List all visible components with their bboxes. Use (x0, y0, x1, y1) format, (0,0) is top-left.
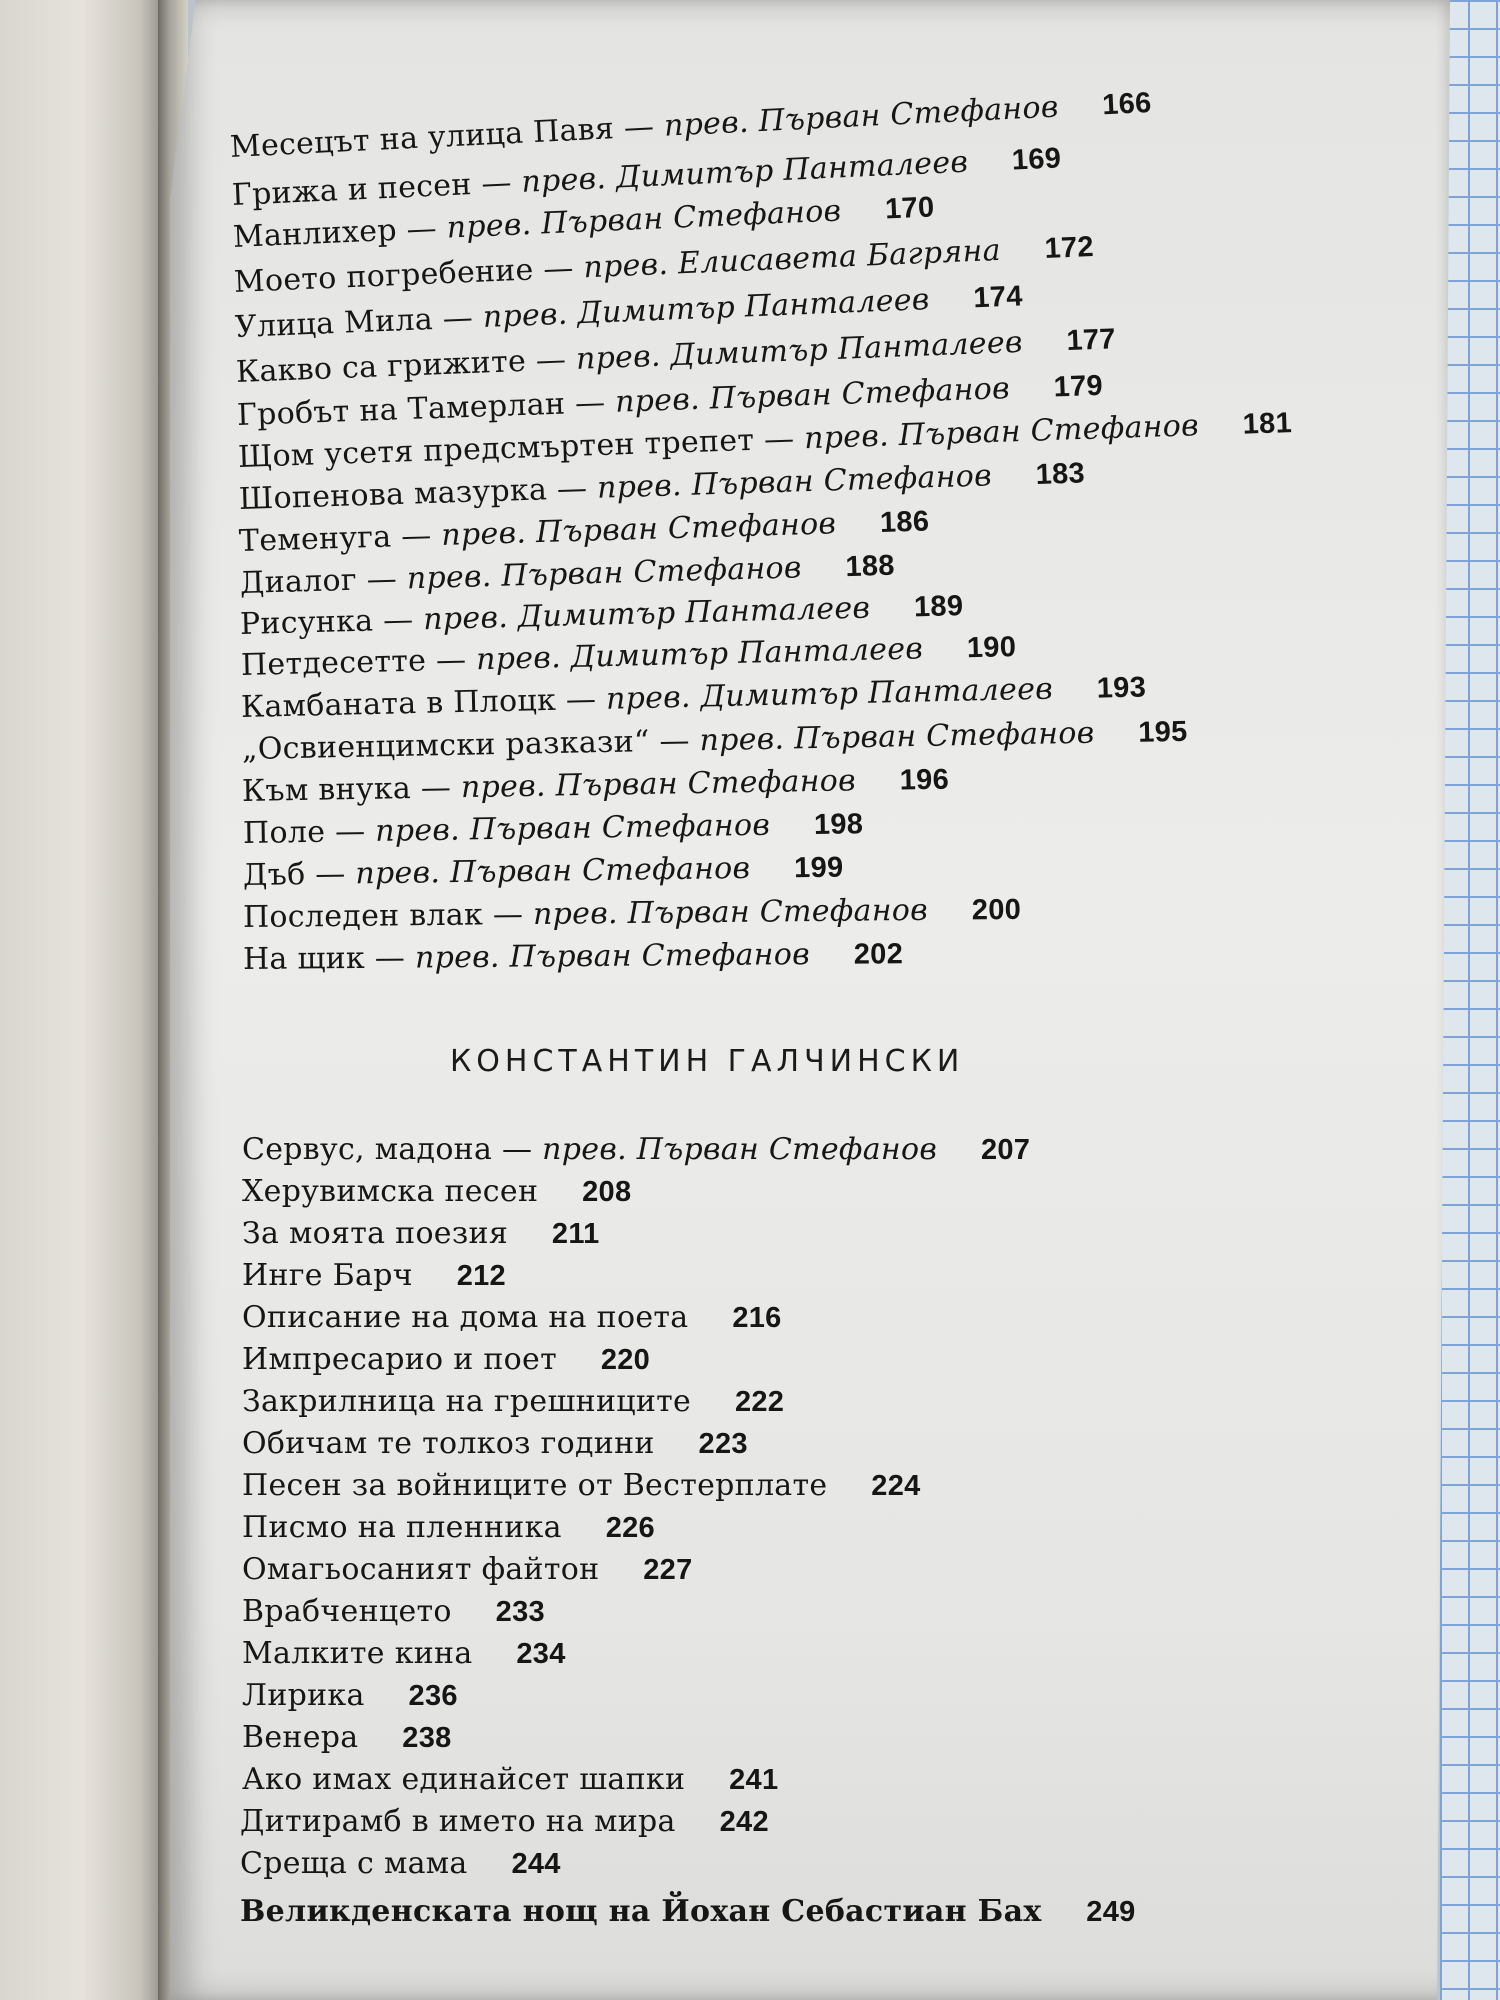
entry-page: 200 (971, 893, 1022, 927)
entry-page: 220 (600, 1344, 651, 1376)
entry-title: Щом усетя предсмъртен трепет — (237, 421, 795, 475)
toc-entry (242, 1174, 631, 1209)
entry-page: 207 (980, 1134, 1031, 1166)
entry-translator: прев. Първан Стефанов (414, 937, 811, 976)
entry-title: Моето погребение — (233, 250, 575, 300)
entry-title: Последен влак — (242, 897, 524, 935)
toc-entry (242, 1426, 748, 1461)
section-heading: КОНСТАНТИН ГАЛЧИНСКИ (450, 1044, 965, 1079)
toc-entry (240, 1846, 561, 1881)
entry-translator: прев. Първан Стефанов (803, 408, 1200, 457)
entry-title: Грижа и песен — (231, 165, 513, 213)
entry-page: 177 (1065, 323, 1117, 358)
toc-entry (243, 806, 864, 851)
entry-page: 193 (1096, 671, 1147, 705)
entry-translator: прев. Първан Стефанов (532, 892, 929, 932)
entry-page: 216 (732, 1302, 782, 1334)
entry-title: Среща с мама (240, 1846, 468, 1881)
entry-title: Врабченцето (242, 1594, 452, 1629)
entry-page: 169 (1011, 142, 1062, 177)
entry-title: Какво са грижите — (235, 342, 567, 390)
entry-title: Към внука — (241, 770, 452, 809)
entry-title: Лирика (242, 1678, 365, 1713)
entry-page: 224 (871, 1470, 921, 1502)
entry-page: 227 (643, 1554, 693, 1586)
toc-entry (242, 1762, 778, 1797)
entry-page: 198 (813, 808, 864, 842)
entry-title: Писмо на пленника (242, 1510, 562, 1545)
entry-translator: прев. Димитър Панталеев (475, 631, 924, 678)
entry-page: 189 (913, 590, 964, 624)
entry-page: 188 (845, 549, 896, 584)
entry-title: Месецът на улица Павя — (229, 109, 656, 165)
entry-page: 233 (495, 1596, 545, 1628)
entry-title: Импресарио и поет (242, 1342, 557, 1377)
entry-page: 172 (1043, 230, 1095, 266)
toc-entry (242, 1720, 452, 1755)
entry-page: 234 (516, 1638, 566, 1670)
entry-page: 183 (1035, 457, 1086, 491)
entry-title: Инге Барч (242, 1258, 413, 1293)
entry-title: Малките кина (242, 1636, 473, 1671)
toc-entry (242, 1384, 784, 1419)
entry-page: 211 (551, 1218, 600, 1250)
entry-translator: прев. Първан Стефанов (374, 807, 771, 849)
toc-entry (242, 1342, 650, 1377)
entry-translator: прев. Димитър Панталеев (605, 671, 1054, 717)
entry-title: Теменуга — (238, 518, 433, 559)
toc-entry (242, 1300, 782, 1335)
toc-entry (240, 1894, 1136, 1929)
entry-translator: прев. Първан Стефанов (445, 193, 843, 246)
entry-title: Песен за войниците от Вестерплате (242, 1468, 828, 1503)
entry-title: Поле — (242, 814, 366, 851)
entry-page: 199 (793, 851, 844, 885)
entry-title: Венера (242, 1720, 359, 1755)
entry-title: Обичам те толкоз години (242, 1426, 655, 1461)
entry-page: 195 (1137, 715, 1188, 749)
entry-page: 208 (582, 1176, 632, 1208)
entry-translator: прев. Елисавета Багряна (582, 232, 1002, 286)
entry-translator: прев. Димитър Панталеев (482, 282, 931, 336)
entry-translator: прев. Първан Стефанов (542, 1132, 938, 1167)
entry-page: 196 (899, 763, 950, 797)
entry-translator: прев. Първан Стефанов (406, 550, 803, 597)
entry-title: Петдесетте — (240, 642, 467, 683)
entry-title: На щик — (242, 940, 406, 977)
entry-page: 190 (966, 631, 1017, 665)
entry-page: 181 (1242, 407, 1293, 441)
entry-page: 236 (408, 1680, 458, 1712)
entry-title: „Освиенцимски разкази“ — (241, 723, 691, 767)
entry-translator: прев. Първан Стефанов (614, 371, 1011, 420)
entry-page: 249 (1086, 1896, 1136, 1928)
entry-title: Диалог — (239, 561, 398, 601)
entry-title: Шопенова мазурка — (238, 471, 588, 517)
entry-title: Великденската нощ на Йохан Себастиан Бах (240, 1894, 1042, 1929)
entry-title: Омагьосаният файтон (242, 1552, 600, 1587)
entry-title: Дъб — (242, 856, 346, 893)
entry-title: Сервус, мадона — (242, 1132, 533, 1167)
entry-title: Рисунка — (239, 602, 414, 642)
entry-translator: прев. Първан Стефанов (440, 506, 837, 553)
entry-page: 174 (972, 280, 1024, 315)
entry-page: 179 (1053, 369, 1104, 404)
entry-title: Херувимска песен (242, 1174, 539, 1209)
entry-translator: прев. Димитър Панталеев (575, 324, 1024, 377)
entry-translator: прев. Първан Стефанов (699, 715, 1095, 759)
entry-title: Гробът на Тамерлан — (236, 385, 606, 433)
entry-title: Манлихер — (232, 211, 438, 255)
toc-entry (242, 1678, 458, 1713)
toc-entry (240, 1804, 769, 1839)
entry-translator: прев. Първан Стефанов (460, 763, 857, 806)
entry-title: Улица Мила — (234, 300, 474, 345)
entry-title: Закрилница на грешниците (242, 1384, 692, 1419)
toc-entry (242, 1510, 655, 1545)
entry-translator: прев. Димитър Панталеев (422, 590, 871, 638)
entry-page: 166 (1101, 86, 1153, 122)
entry-title: Камбаната в Плоцк — (240, 681, 597, 725)
toc-entry (242, 1552, 693, 1587)
entry-title: Ако имах единайсет шапки (242, 1762, 686, 1797)
toc-entry (242, 1468, 921, 1503)
entry-page: 238 (402, 1722, 452, 1754)
toc-entry (243, 892, 1021, 935)
entry-page: 170 (884, 191, 936, 226)
entry-title: Описание на дома на поета (242, 1300, 689, 1335)
entry-page: 242 (719, 1806, 769, 1838)
entry-translator: прев. Първан Стефанов (355, 850, 751, 892)
entry-page: 222 (734, 1386, 785, 1418)
toc-entry (242, 1258, 506, 1293)
toc-entry (242, 1594, 545, 1629)
entry-title: За моята поезия (242, 1216, 509, 1251)
toc-entry (243, 936, 903, 977)
entry-page: 226 (605, 1512, 655, 1544)
toc-entry (243, 850, 844, 893)
toc-entry (242, 1132, 1030, 1167)
toc-entry (242, 762, 950, 809)
entry-translator: прев. Първан Стефанов (596, 458, 993, 506)
entry-page: 202 (853, 938, 904, 971)
entry-translator: прев. Димитър Панталеев (520, 144, 969, 200)
entry-page: 223 (698, 1428, 748, 1460)
entry-translator: прев. Първан Стефанов (663, 89, 1060, 144)
toc-entry (242, 714, 1188, 767)
entry-page: 241 (729, 1764, 779, 1796)
toc-entry (242, 1216, 600, 1251)
toc-entry (242, 1636, 566, 1671)
entry-page: 212 (456, 1260, 506, 1292)
entry-page: 186 (879, 505, 930, 539)
entry-title: Дитирамб в името на мира (240, 1804, 676, 1839)
entry-page: 244 (511, 1848, 561, 1880)
